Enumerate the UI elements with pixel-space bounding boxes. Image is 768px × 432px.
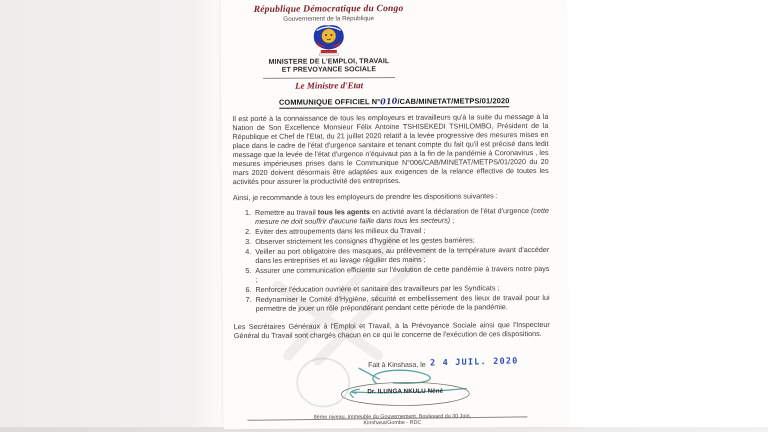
paragraph-recommendation: Ainsi, je recommande à tous les employeurs de prendre les dispositions suivantes : (232, 191, 498, 203)
list-number: 2. (245, 227, 252, 237)
document-page (221, 0, 570, 429)
list-number: 6. (245, 285, 252, 295)
list-text-italic: (cette mesure ne doit souffrir d'aucune faille dans tous les secteurs) (255, 205, 550, 226)
list-item-5 (233, 264, 549, 284)
letterhead-divider (263, 77, 395, 79)
list-item-7 (234, 293, 550, 313)
list-number: 7. (245, 295, 252, 305)
footer-address-line2: Kinshasa/Gombe - RDC (363, 420, 422, 427)
title-prefix: COMMUNIQUE OFFICIEL N° (278, 97, 381, 107)
list-text: Veiller au port obligatoire des masques, au prélèvement de la température avant d'accéder dans les entreprises et au lavage régulier des mains ; (255, 244, 550, 265)
letterhead (231, 4, 428, 91)
paragraph-intro: Il est porté à la connaissance de tous les employeurs et travailleurs qu'à la suite du message à la Nation de Son Excellence Monsieur Félix Antoine TSHISEKEDI TSHILOMBO, Président de la République et Chef de l'Etat, du 21 juillet 2020 relatif à la levée progressive des mesures mises en place dans le cadre de l'état d'urgence sanitaire et tenant compte du fait qu'il est précisé dans ledit message que la levée de l'état d'urgence n'équivaut pas à la fin de la pandémie à Coronavirus , les mesures impérieuses prises dans le Communique N°006/CAB/MINETAT/METPS/01/2020 du 20 mars 2020 doivent désormais être adaptées aux exigences de la relance effective de toutes les activités pour assurer la productivité des entreprises. (232, 111, 549, 187)
scan-background-left (0, 0, 223, 432)
list-text: Renforcer l'éducation ouvrière et sanitaire des travailleurs par les Syndicats ; (255, 283, 500, 294)
list-text-post: ; (450, 215, 455, 225)
document-body (232, 112, 550, 340)
list-number: 4. (245, 247, 252, 257)
ministry-name-line2: ET PREVOYANCE SOCIALE (281, 66, 377, 74)
list-item-1 (233, 206, 549, 226)
list-text: Redynamiser le Comité d'Hygiène, sécurité et embellissement des lieux de travail pour lui permettre de jouer un rôle prépondérant pendant cette période de la pandémie. (255, 292, 550, 313)
list-number: 3. (245, 237, 252, 247)
list-text-bold: tous les agents (317, 207, 371, 217)
ministry-name-line1: MINISTERE DE L'EMPLOI, TRAVAIL (268, 58, 390, 66)
list-text-mid: en activité avant la déclaration de l'état d'urgence (369, 206, 532, 217)
government-subtitle: Gouvernement de la République (283, 15, 374, 23)
communique-title (233, 95, 555, 107)
minister-title: Le Ministre d'Etat (295, 80, 364, 91)
paragraph-closing: Les Secrétaires Généraux à l'Emploi et Travail, à la Prévoyance Sociale ainsi que l'Inspecteur Général du Travail sont chargés chacun en ce qui le concerne de l'exécution de ces dispositions. (233, 319, 550, 341)
list-text: Eviter des attroupements dans les milieux du Travail ; (255, 225, 426, 236)
list-text: Assurer une communication efficiente sur l'évolution de cette pandémie à travers notre pays ; (255, 263, 550, 284)
footer-address (234, 413, 550, 428)
communique-number-handwritten: 010 (380, 95, 398, 107)
dispositions-list (233, 206, 550, 313)
date-stamp: 2 4 JUIL. 2020 (429, 356, 519, 369)
footer-address-line1: 8ème niveau, Immeuble du Gouvernement, Boulevard du 30 Juin, (313, 413, 472, 421)
signer-name: Dr. ILUNGA NKULU Néné (367, 387, 444, 396)
list-number: 1. (244, 208, 252, 218)
list-text: Observer strictement les consignes d'hygiène et les gestes barrières; (255, 235, 475, 246)
coat-of-arms-icon (310, 23, 348, 58)
title-suffix: /CAB/MINETAT/METPS/01/2020 (397, 96, 510, 106)
list-text-pre: Remettre au travail (254, 207, 318, 217)
republic-title: République Démocratique du Congo (253, 3, 404, 15)
list-text (255, 206, 549, 226)
list-item-4 (233, 245, 549, 265)
list-number: 5. (245, 266, 252, 276)
place-date-label: Fait à Kinshasa, le (368, 361, 426, 370)
